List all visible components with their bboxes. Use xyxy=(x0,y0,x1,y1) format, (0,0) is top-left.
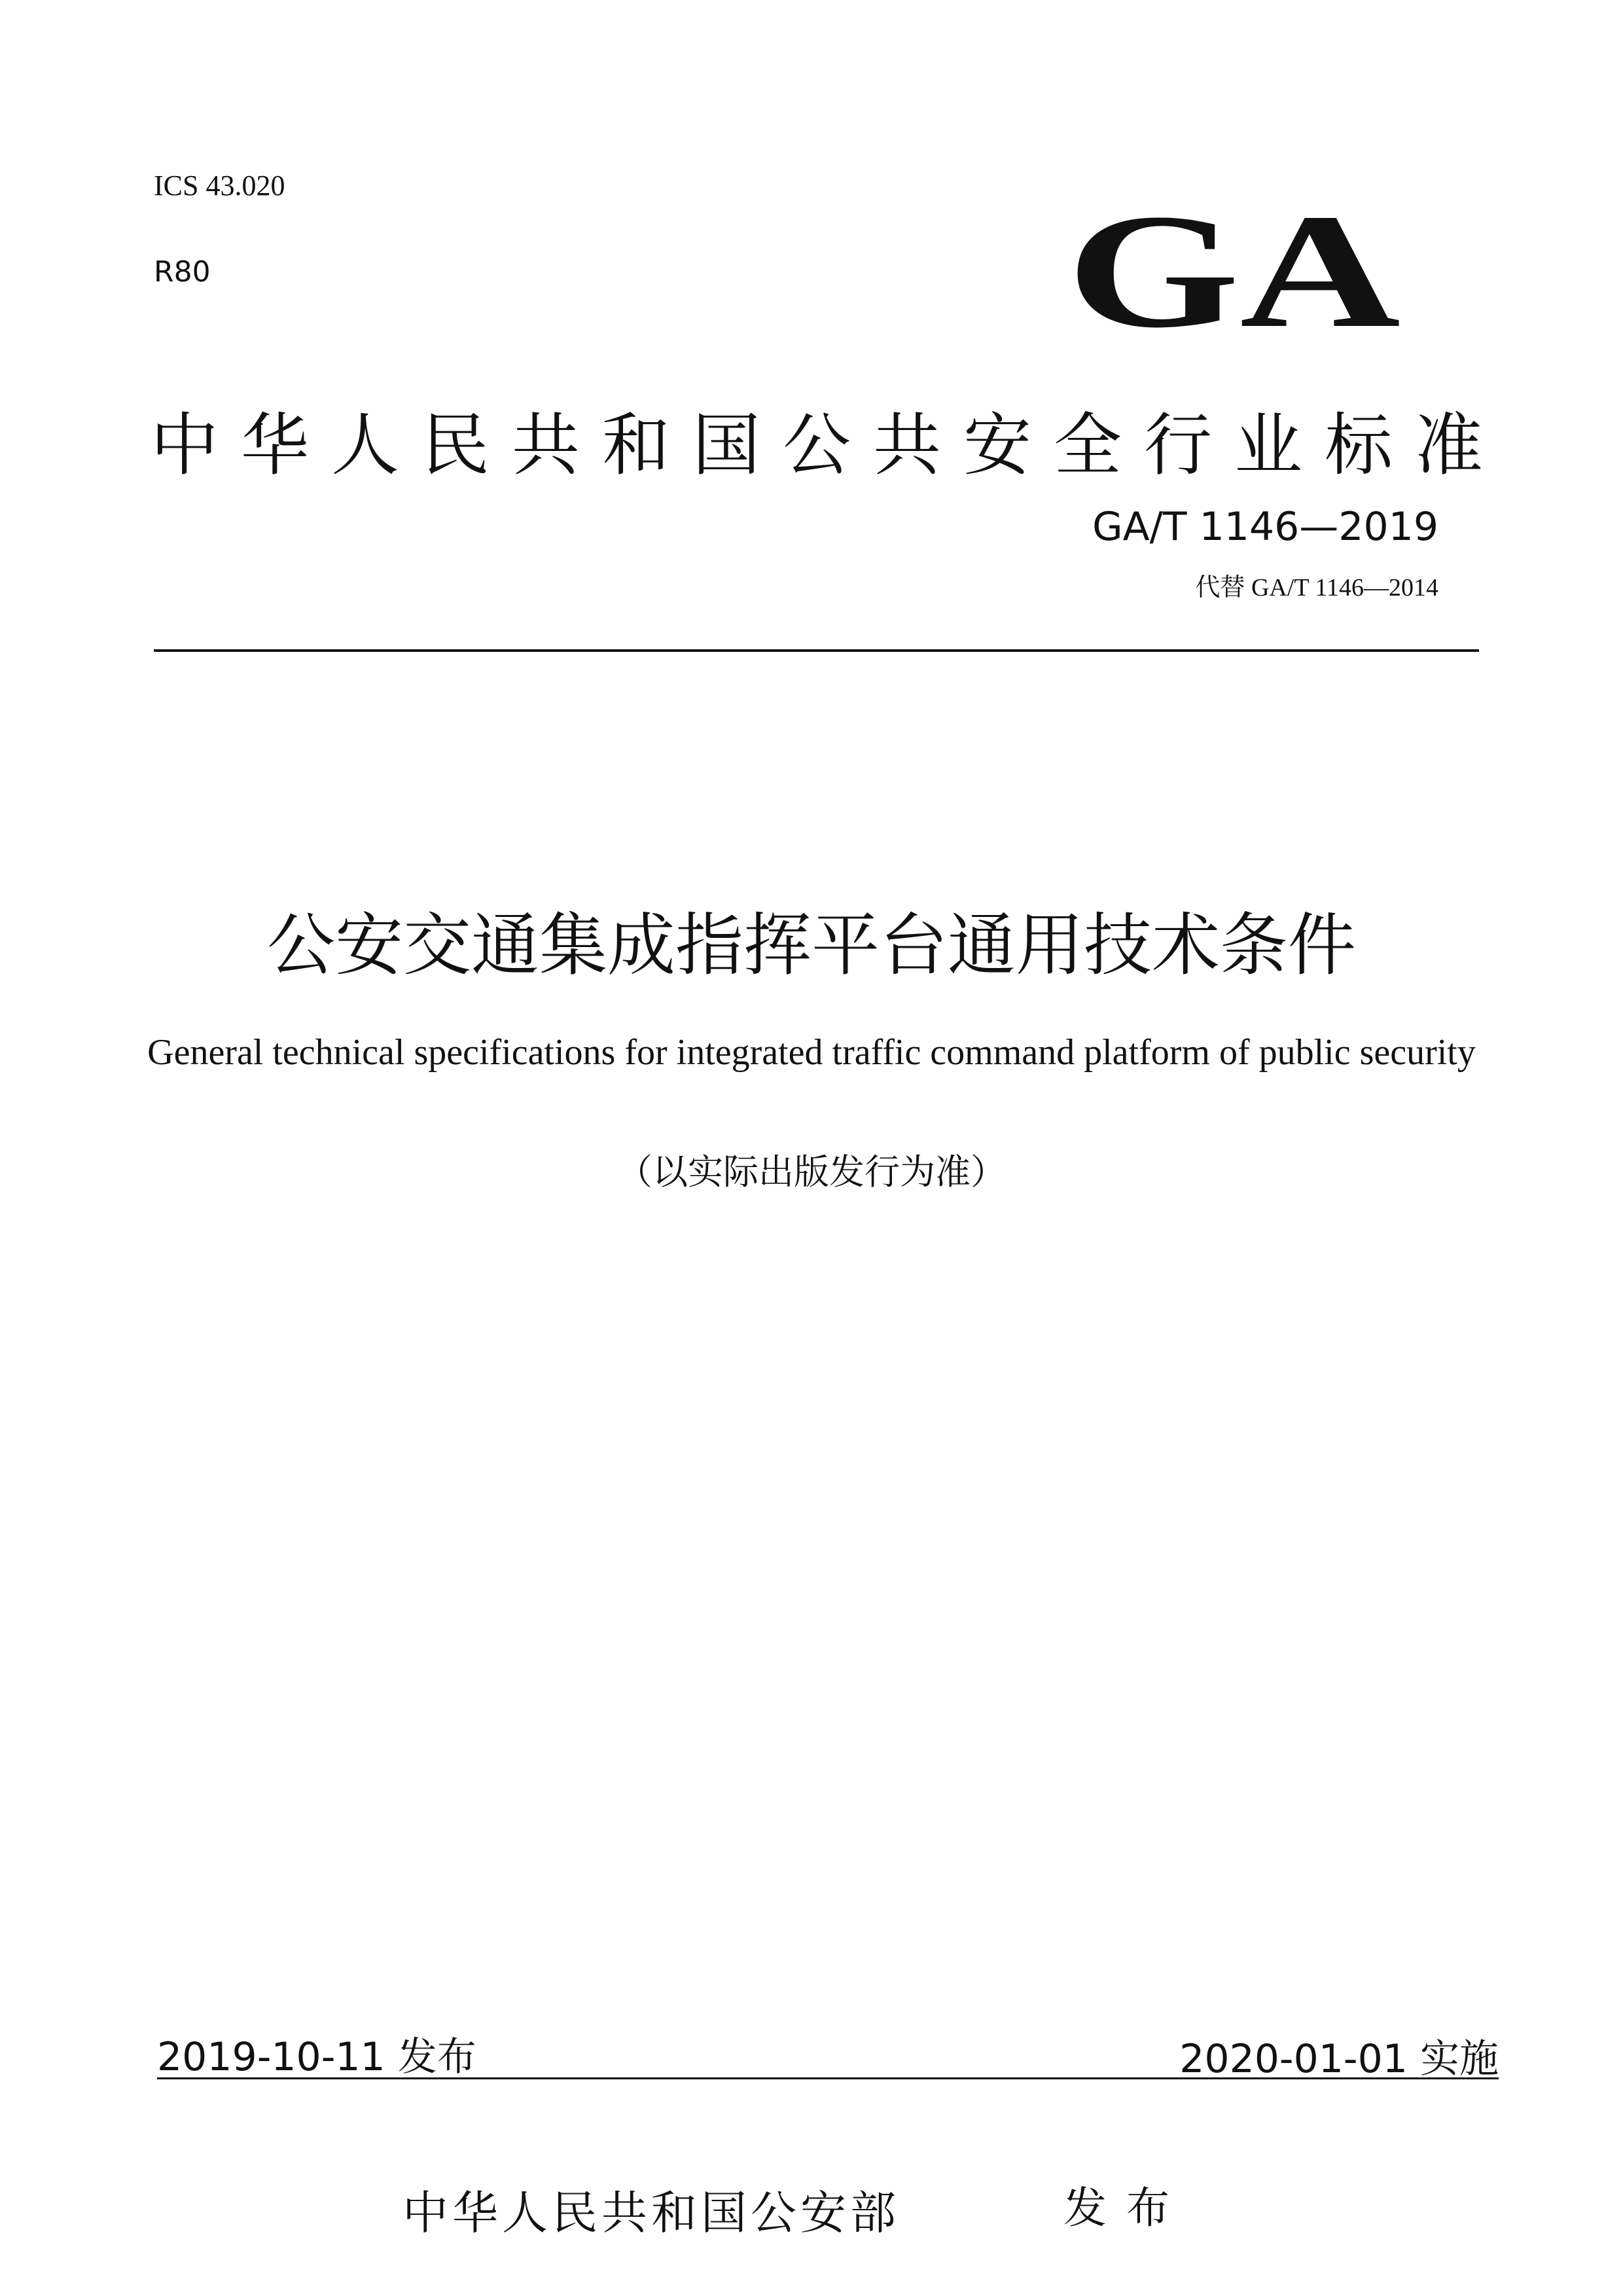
ics-code: ICS 43.020 xyxy=(154,170,285,202)
footer-divider xyxy=(157,2077,1499,2079)
issuer-action: 发布 xyxy=(1063,2183,1189,2233)
standard-number: GA/T 1146—2019 xyxy=(1092,504,1438,550)
replaces-standard: 代替 GA/T 1146—2014 xyxy=(1195,574,1438,601)
header-divider xyxy=(154,649,1479,652)
issue-date: 2019-10-11 发布 xyxy=(157,2034,476,2080)
ga-logo xyxy=(1063,209,1404,334)
organization-title: 中华人民共和国公共安全行业标准 xyxy=(151,405,1506,485)
publication-note: （以实际出版发行为准） xyxy=(617,1153,1006,1192)
document-title-zh: 公安交通集成指挥平台通用技术条件 xyxy=(266,905,1356,985)
classification-code: R80 xyxy=(154,255,211,289)
implementation-date: 2020-01-01 实施 xyxy=(1179,2036,1499,2082)
ga-logo-text: GA xyxy=(1067,209,1400,334)
issuer-name: 中华人民共和国公安部 xyxy=(402,2186,900,2240)
document-title-en: General technical specifications for integrated traffic command platform of public security xyxy=(147,1032,1476,1073)
